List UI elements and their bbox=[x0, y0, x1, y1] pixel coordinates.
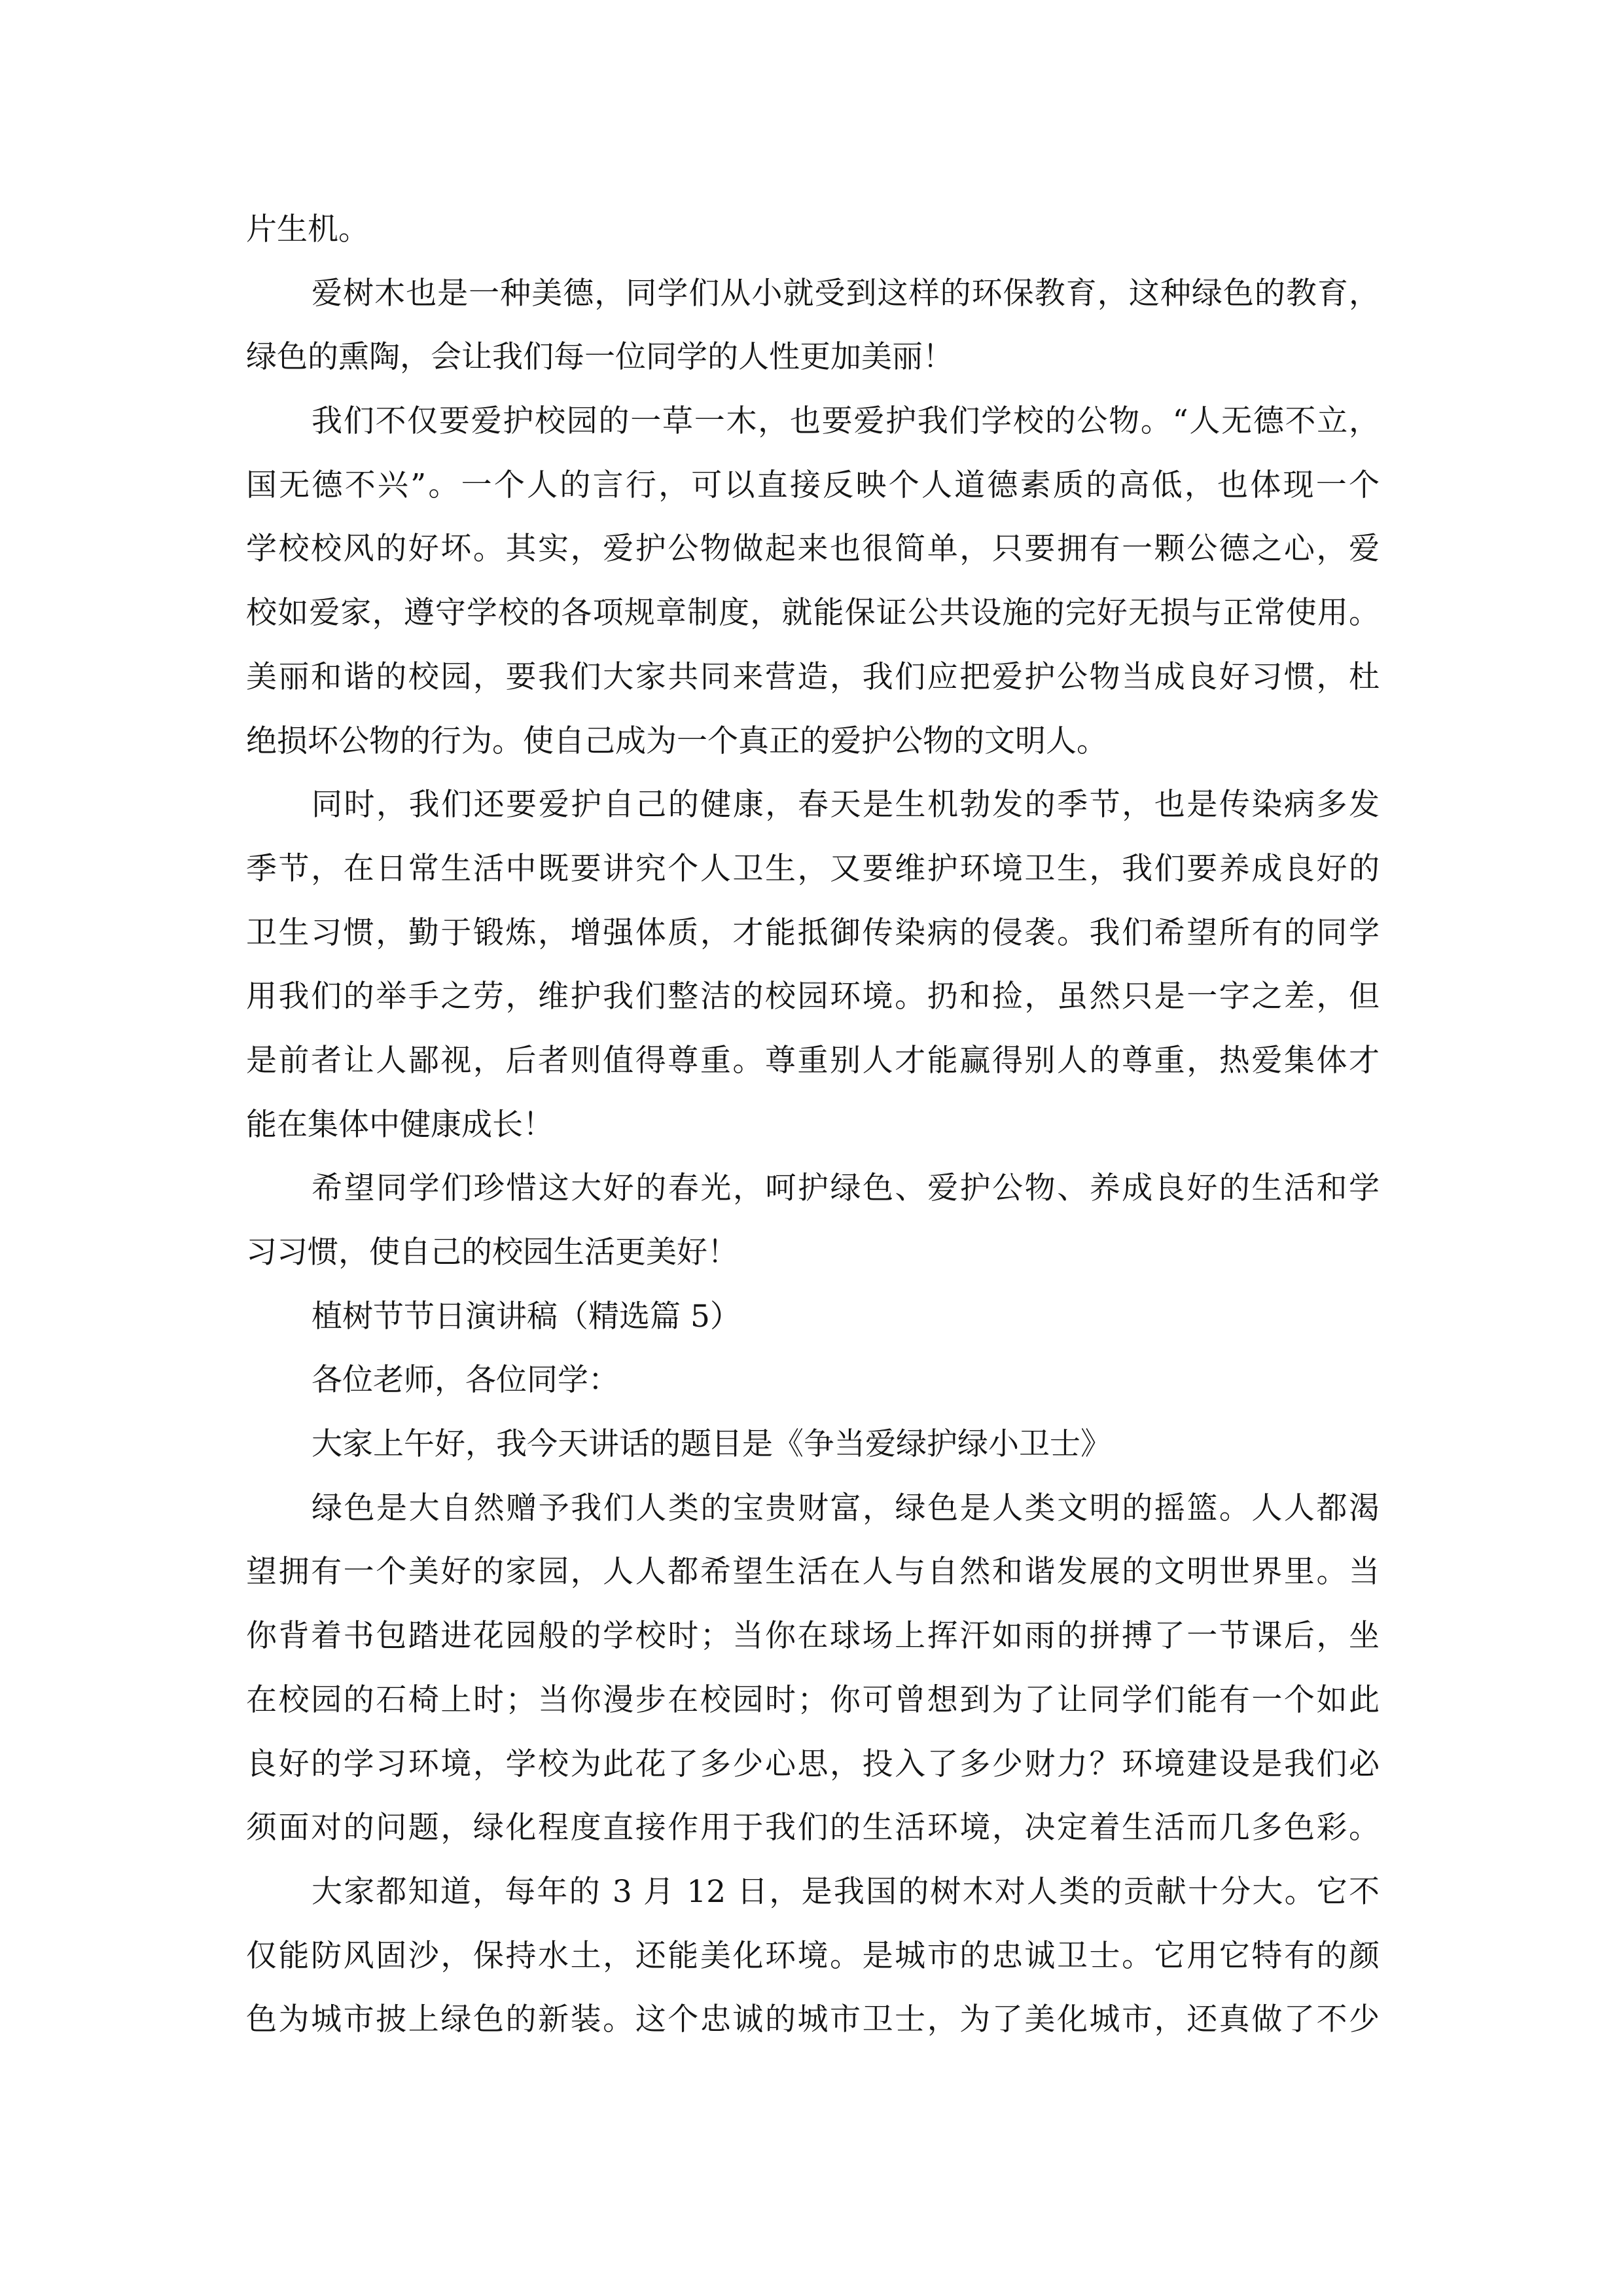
text-line: 片生机。 bbox=[246, 211, 369, 247]
section-heading bbox=[246, 1285, 1380, 1349]
text-line: 学校校风的好坏。其实，爱护公物做起来也很简单，只要拥有一颗公德之心，爱 bbox=[246, 531, 1380, 567]
paragraph bbox=[246, 773, 1380, 1157]
text-line: 卫生习惯，勤于锻炼，增强体质，才能抵御传染病的侵袭。我们希望所有的同学 bbox=[246, 914, 1380, 951]
paragraph bbox=[246, 1157, 1380, 1284]
text-line: 能在集体中健康成长！ bbox=[246, 1106, 554, 1143]
text-line: 同时，我们还要爱护自己的健康，春天是生机勃发的季节，也是传染病多发 bbox=[312, 787, 1380, 823]
text-line: 在校园的石椅上时；当你漫步在校园时；你可曾想到为了让同学们能有一个如此 bbox=[246, 1681, 1380, 1718]
text-line: 仅能防风固沙，保持水土，还能美化环境。是城市的忠诚卫士。它用它特有的颜 bbox=[246, 1937, 1380, 1974]
text-line: 绿色的熏陶，会让我们每一位同学的人性更加美丽！ bbox=[246, 339, 954, 376]
text-line: 望拥有一个美好的家园，人人都希望生活在人与自然和谐发展的文明世界里。当 bbox=[246, 1554, 1380, 1590]
text-line: 绿色是大自然赠予我们人类的宝贵财富，绿色是人类文明的摇篮。人人都渴 bbox=[312, 1490, 1380, 1526]
text-line: 用我们的举手之劳，维护我们整洁的校园环境。扔和捡，虽然只是一字之差，但 bbox=[246, 978, 1380, 1015]
text-line: 习习惯，使自己的校园生活更美好！ bbox=[246, 1234, 738, 1270]
text-line: 国无德不兴”。一个人的言行，可以直接反映个人道德素质的高低，也体现一个 bbox=[246, 467, 1380, 503]
text-line: 须面对的问题，绿化程度直接作用于我们的生活环境，决定着生活而几多色彩。 bbox=[246, 1810, 1380, 1846]
text-line: 我们不仅要爱护校园的一草一木，也要爱护我们学校的公物。“人无德不立， bbox=[312, 403, 1380, 440]
text-line: 校如爱家，遵守学校的各项规章制度，就能保证公共设施的完好无损与正常使用。 bbox=[246, 595, 1380, 632]
text-line: 良好的学习环境，学校为此花了多少心思，投入了多少财力？环境建设是我们必 bbox=[246, 1746, 1380, 1782]
text-line: 你背着书包踏进花园般的学校时；当你在球场上挥汗如雨的拼搏了一节课后，坐 bbox=[246, 1618, 1380, 1655]
paragraph bbox=[246, 389, 1380, 773]
paragraph-continuation bbox=[246, 198, 1380, 262]
paragraph bbox=[246, 1860, 1380, 2052]
text-line: 色为城市披上绿色的新装。这个忠诚的城市卫士，为了美化城市，还真做了不少 bbox=[246, 2001, 1380, 2038]
section-heading-text: 植树节节日演讲稿（精选篇 5） bbox=[312, 1298, 741, 1335]
text-line: 季节，在日常生活中既要讲究个人卫生，又要维护环境卫生，我们要养成良好的 bbox=[246, 850, 1380, 887]
document-body bbox=[246, 198, 1380, 2052]
speech-opening-text: 大家上午好，我今天讲话的题目是《争当爱绿护绿小卫士》 bbox=[312, 1426, 1111, 1463]
text-line: 爱树木也是一种美德，同学们从小就受到这样的环保教育，这种绿色的教育， bbox=[312, 275, 1380, 312]
paragraph bbox=[246, 1477, 1380, 1860]
salutation bbox=[246, 1348, 1380, 1412]
text-line: 是前者让人鄙视，后者则值得尊重。尊重别人才能赢得别人的尊重，热爱集体才 bbox=[246, 1042, 1380, 1079]
speech-opening bbox=[246, 1412, 1380, 1477]
paragraph bbox=[246, 262, 1380, 389]
text-line: 绝损坏公物的行为。使自己成为一个真正的爱护公物的文明人。 bbox=[246, 723, 1107, 759]
text-line: 大家都知道，每年的 3 月 12 日，是我国的树木对人类的贡献十分大。它不 bbox=[312, 1873, 1380, 1910]
text-line: 希望同学们珍惜这大好的春光，呵护绿色、爱护公物、养成良好的生活和学 bbox=[312, 1170, 1380, 1207]
text-line: 美丽和谐的校园，要我们大家共同来营造，我们应把爱护公物当成良好习惯，杜 bbox=[246, 658, 1380, 695]
salutation-text: 各位老师，各位同学： bbox=[312, 1362, 619, 1399]
